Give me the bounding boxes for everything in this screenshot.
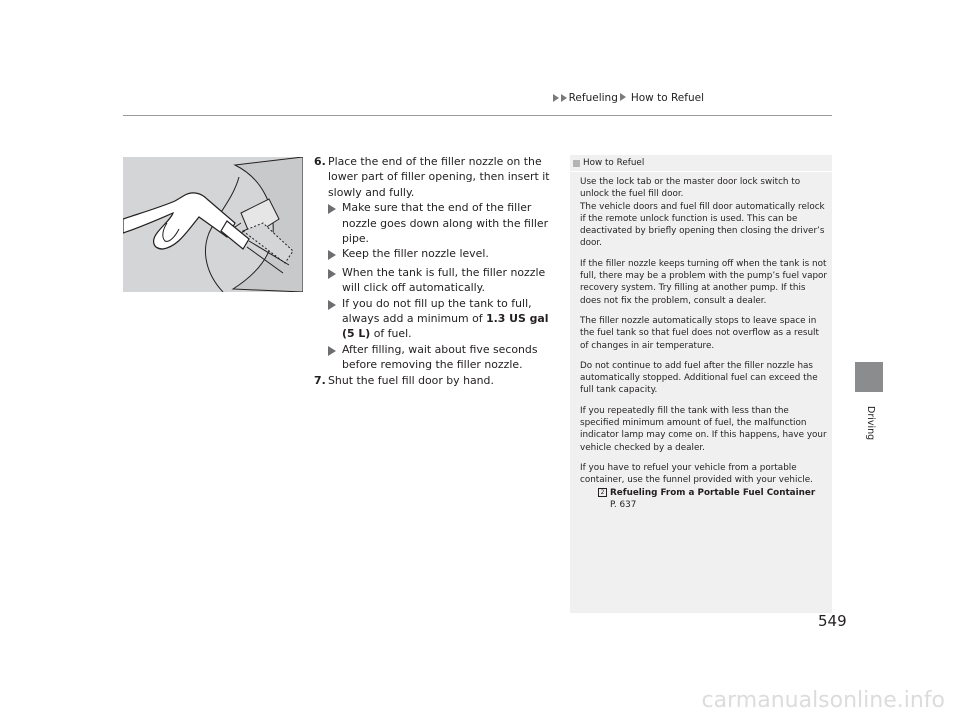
step-text: Place the end of the filler nozzle on the lower part of filler opening, then insert it slowly and fully. [328,155,550,199]
step-6 [314,154,559,200]
cross-reference-icon: 2 [598,488,607,497]
header-rule [123,115,832,116]
arrow-right-icon [328,300,336,310]
note-paragraph: Use the lock tab or the master door lock switch to unlock the fuel fill door. The vehicle doors and fuel fill door automatically relock if the remote unlock function is used. This can be deactivated by briefly opening then closing the driver’s door. [580,177,825,249]
note-paragraph: If you repeatedly fill the tank with less than the specified minimum amount of fuel, the malfunction indicator lamp may come on. If this happens, have your vehicle checked by a dealer. [580,405,827,453]
bullet-text: Keep the filler nozzle level. [342,247,489,261]
bullet-item [314,342,559,373]
nozzle-insertion-image [123,157,303,292]
bullet-text: After filling, wait about five seconds before removing the filler nozzle. [342,342,538,372]
min-fuel-suffix: of fuel. [370,327,412,341]
page-number: 549 [818,612,847,630]
note-body [580,176,828,511]
breadcrumb-section: Refueling [568,92,618,104]
chevron-right-icon [620,93,626,101]
arrow-right-icon [328,269,336,279]
chevron-right-icon [561,94,567,102]
arrow-right-icon [328,250,336,260]
arrow-right-icon [328,204,336,214]
fuel-nozzle-illustration [123,157,303,292]
bullet-item [314,265,559,296]
header [0,92,832,108]
bullet-text [342,296,559,342]
note-title: How to Refuel [583,158,645,168]
bullet-item [314,200,559,246]
note-divider [570,171,832,172]
min-fuel-amount: 1.3 US gal (5 L) [342,312,549,341]
instructions [314,154,559,388]
arrow-right-icon [328,346,336,356]
min-fuel-text: If you do not fill up the tank to full, always add a minimum of [342,296,532,326]
note-paragraph: The filler nozzle automatically stops to leave space in the fuel tank so that fuel does not overflow as a result of changes in air temperature. [580,315,819,351]
side-note [570,155,832,613]
step-number: 7. [314,373,326,387]
note-paragraph: Do not continue to add fuel after the filler nozzle has automatically stopped. Additional fuel can exceed the full tank capacity. [580,360,818,396]
step-text: Shut the fuel fill door by hand. [328,373,494,387]
step-7 [314,373,559,388]
bullet-text: Make sure that the end of the filler nozzle goes down along with the filler pipe. [342,201,549,246]
xref-page[interactable]: P. 637 [610,499,637,510]
xref-title[interactable]: Refueling From a Portable Fuel Container [610,487,816,498]
watermark: carmanualsonline.info [701,688,945,713]
cross-reference-link[interactable] [580,487,828,499]
note-marker-icon [573,160,580,167]
chapter-label: Driving [865,406,876,441]
note-paragraph: If the filler nozzle keeps turning off when the tank is not full, there may be a problem with the pump’s fuel vapor recovery system. Try filling at another pump. If this does not fix the problem, consult a dealer. [580,258,828,306]
bullet-item [314,296,559,342]
chevron-right-icon [553,94,559,102]
breadcrumb [553,92,704,104]
step-number: 6. [314,155,326,168]
bullet-text: When the tank is full, the filler nozzle will click off automatically. [342,265,546,295]
note-header [573,158,644,168]
bullet-item [314,246,559,264]
chapter-tab [855,362,883,392]
breadcrumb-topic: How to Refuel [630,92,704,104]
note-paragraph: If you have to refuel your vehicle from a portable container, use the funnel provided with your vehicle. [580,462,813,486]
